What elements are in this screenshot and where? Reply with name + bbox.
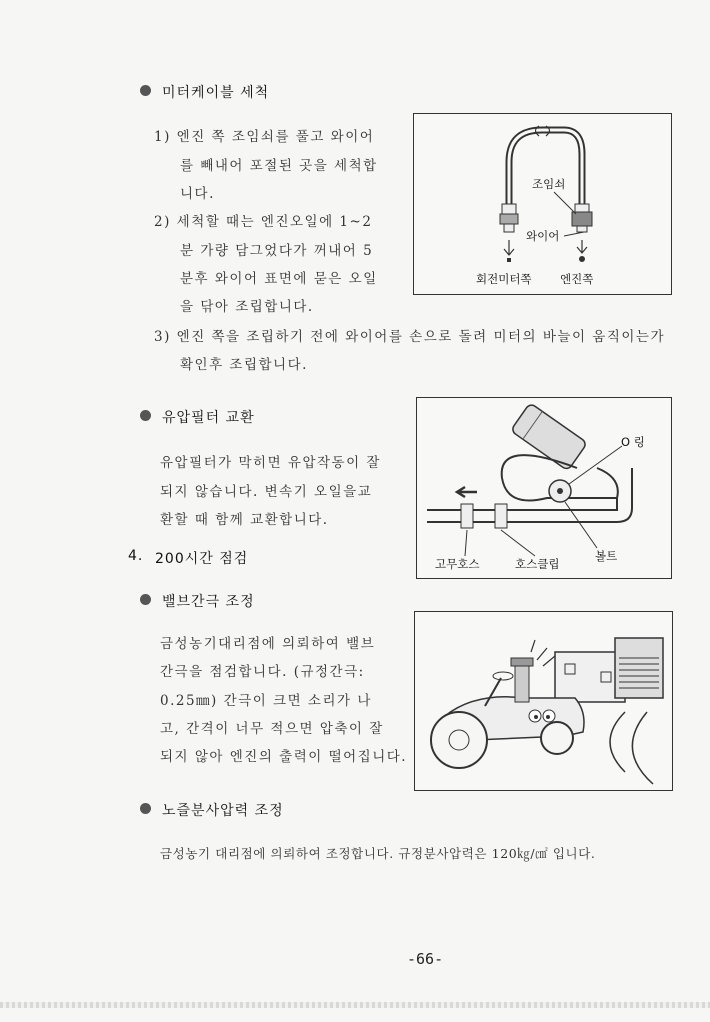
tractor-figure (414, 611, 673, 791)
scan-edge (0, 1002, 710, 1008)
text-line: 되지 않습니다. 변속기 오일을교 (160, 484, 373, 500)
label-engine-side: 엔진쪽 (560, 272, 594, 286)
label-o-ring: O 링 (621, 435, 645, 449)
text-line: 를 빼내어 포절된 곳을 세척합 (180, 158, 378, 174)
text-line: 환할 때 함께 교환합니다. (160, 512, 329, 528)
section-title-nozzle-pressure: 노즐분사압력 조정 (162, 803, 284, 819)
section-title-200h-inspection: 200시간 점검 (155, 551, 249, 567)
text-line: 0.25㎜) 간극이 크면 소리가 나 (160, 693, 372, 709)
section-bullet (140, 85, 151, 96)
label-hose-clip: 호스클립 (515, 557, 560, 571)
label-rubber-hose: 고무호스 (435, 557, 480, 571)
section-bullet (140, 803, 151, 814)
page-number: -66- (407, 950, 444, 968)
hydraulic-filter-illustration (417, 398, 671, 578)
label-bolt: 볼트 (595, 549, 618, 563)
hydraulic-filter-figure (416, 397, 672, 579)
meter-cable-illustration (414, 114, 671, 294)
meter-cable-figure (413, 113, 672, 295)
text-line: 유압필터가 막히면 유압작동이 잘 (160, 455, 381, 471)
text-line: 고, 간격이 너무 적으면 압축이 잘 (160, 721, 384, 737)
label-wire: 와이어 (526, 229, 560, 243)
text-line: 간극을 점검합니다. (규정간극: (160, 664, 365, 680)
text-line: 금성농기대리점에 의뢰하여 밸브 (160, 636, 376, 652)
section-title-hydraulic-filter: 유압필터 교환 (162, 410, 255, 426)
text-line: 니다. (180, 186, 215, 202)
section-bullet (140, 594, 151, 605)
tractor-illustration (415, 612, 672, 790)
text-line: 1) 엔진 쪽 조임쇠를 풀고 와이어 (154, 129, 375, 145)
text-line: 되지 않아 엔진의 출력이 떨어집니다. (160, 749, 408, 765)
section-bullet (140, 410, 151, 421)
text-line: 을 닦아 조립합니다. (180, 299, 314, 315)
label-meter-side: 회전미터쪽 (476, 272, 532, 286)
text-line: 3) 엔진 쪽을 조립하기 전에 와이어를 손으로 돌려 미터의 바늘이 움직이는가 (154, 329, 665, 345)
label-clamp: 조임쇠 (532, 177, 566, 191)
section-title-valve-clearance: 밸브간극 조정 (162, 594, 255, 610)
section-number: 4. (128, 548, 144, 564)
text-line: 금성농기 대리점에 의뢰하여 조정합니다. 규정분사압력은 120㎏/㎠ 입니다. (160, 846, 596, 861)
text-line: 확인후 조립합니다. (180, 357, 308, 373)
text-line: 2) 세척할 때는 엔진오일에 1~2 (154, 214, 373, 230)
text-line: 분 가량 담그었다가 꺼내어 5 (180, 243, 374, 259)
section-title-meter-cable: 미터케이블 세척 (162, 85, 270, 101)
text-line: 분후 와이어 표면에 묻은 오일 (180, 271, 378, 287)
